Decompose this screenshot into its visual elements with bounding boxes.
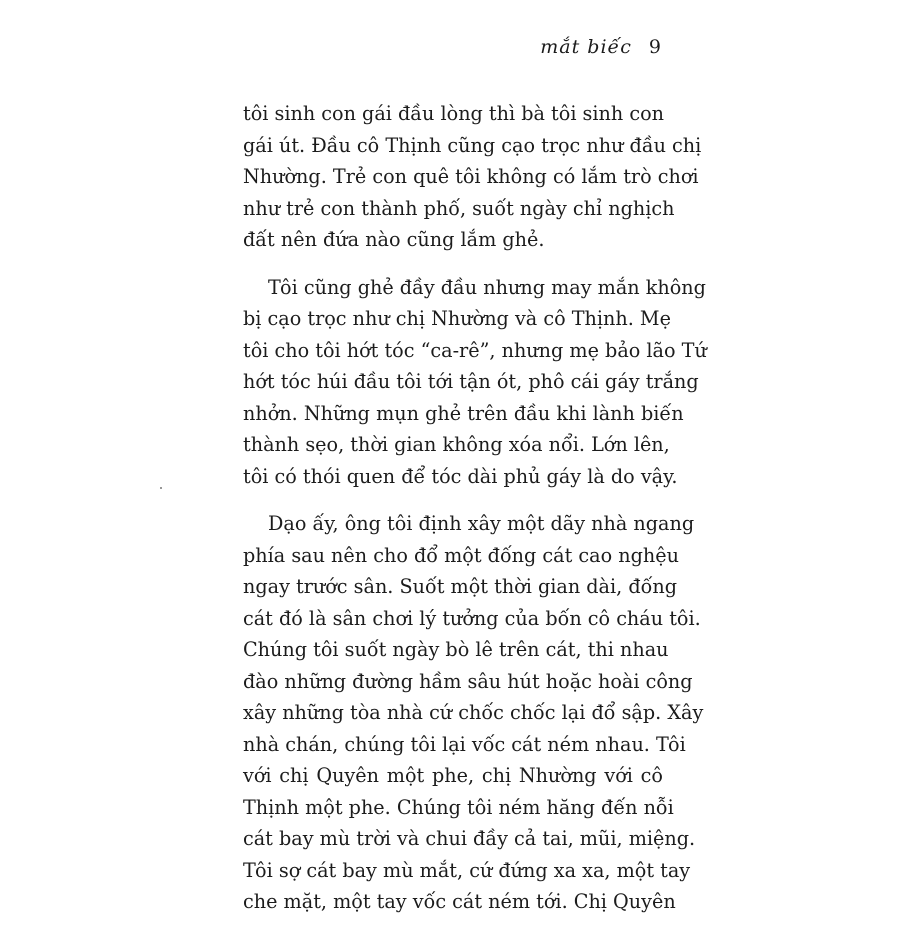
page-number: 9 [648,36,662,58]
text-line: thành sẹo, thời gian không xóa nổi. Lớn lên, [243,433,670,456]
text-line: Thịnh một phe. Chúng tôi ném hăng đến nỗi [243,795,674,819]
text-line: phía sau nên cho đổ một đống cát cao nghệu [243,543,679,567]
text-line: cát bay mù trời và chui đầy cả tai, mũi, miệng. [243,827,696,850]
text-line: với chị Quyên một phe, chị Nhường với cô [243,764,663,787]
text-line: Tôi sợ cát bay mù mắt, cứ đứng xa xa, một tay [243,858,691,882]
running-header [540,36,662,58]
text-line: nhởn. Những mụn ghẻ trên đầu khi lành biến [243,401,684,425]
text-line: ngay trước sân. Suốt một thời gian dài, đống [243,575,677,598]
text-line: gái út. Đầu cô Thịnh cũng cạo trọc như đầu chị [243,133,702,157]
text-line: đất nên đứa nào cũng lắm ghẻ. [243,228,545,251]
paragraph-1 [243,98,702,256]
text-line: che mặt, một tay vốc cát ném tới. Chị Quyên [243,890,676,913]
paragraph-3 [243,508,704,918]
text-line: Nhường. Trẻ con quê tôi không có lắm trò chơi [243,165,699,188]
body-text [243,98,707,934]
text-line: xây những tòa nhà cứ chốc chốc lại đổ sập. Xây [243,701,704,724]
text-line: nhà chán, chúng tôi lại vốc cát ném nhau. Tôi [243,732,686,756]
text-line: Tôi cũng ghẻ đầy đầu nhưng may mắn không [268,275,706,299]
text-line: tôi sinh con gái đầu lòng thì bà tôi sinh con [243,102,665,125]
text-line: tôi có thói quen để tóc dài phủ gáy là do vậy. [243,464,678,488]
book-title: mắt biếc [540,36,632,58]
text-line: đào những đường hầm sâu hút hoặc hoài công [243,669,693,693]
text-line: tôi cho tôi hớt tóc “ca-rê”, nhưng mẹ bảo lão Tứ [243,338,707,362]
scan-speck [160,487,162,489]
text-line: cát đó là sân chơi lý tưởng của bốn cô cháu tôi. [243,606,701,630]
text-line: như trẻ con thành phố, suốt ngày chỉ nghịch [243,196,675,220]
text-line: hớt tóc húi đầu tôi tới tận ót, phô cái gáy trắng [243,370,699,393]
text-line: bị cạo trọc như chị Nhường và cô Thịnh. Mẹ [243,307,671,330]
paragraph-2 [243,272,707,493]
text-line: Chúng tôi suốt ngày bò lê trên cát, thi nhau [243,638,669,661]
text-line: Dạo ấy, ông tôi định xây một dãy nhà ngang [268,512,695,535]
